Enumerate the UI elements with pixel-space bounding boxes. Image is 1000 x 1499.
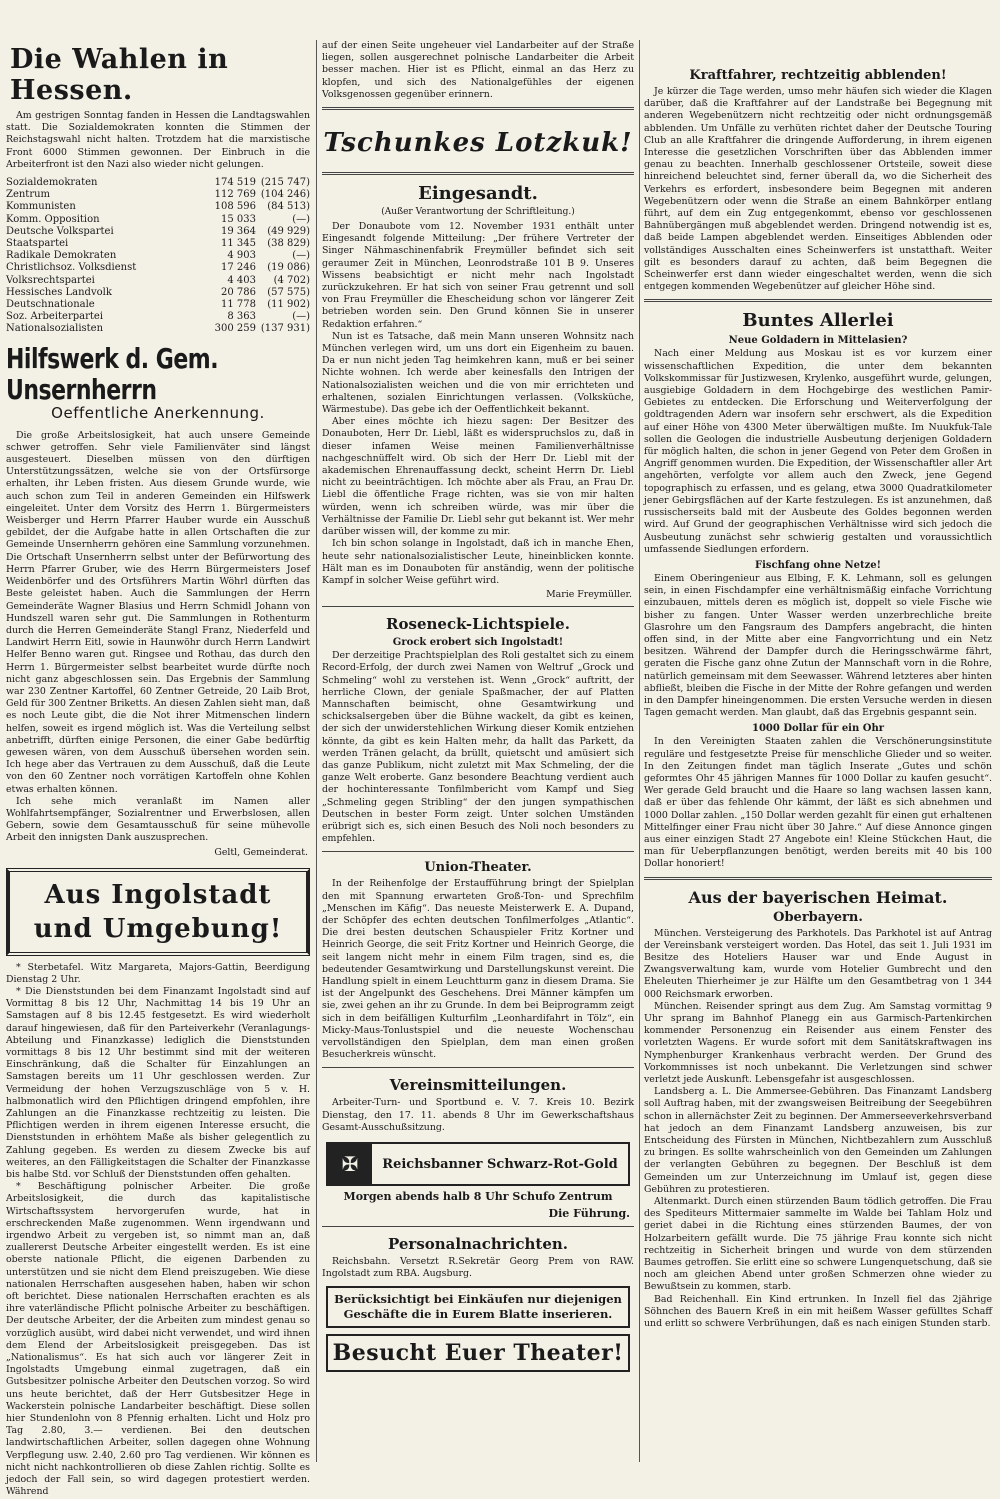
- previous-vote-count: (—): [292, 213, 310, 225]
- banner-script: Tschunkes Lotzkuk!: [323, 128, 633, 159]
- eagle-icon: ✠: [328, 1144, 372, 1184]
- result-row: [6, 323, 310, 335]
- column-right: [644, 40, 992, 1440]
- previous-vote-count: (137 931): [260, 323, 310, 335]
- article-title-kraftfahrer: Kraftfahrer, rechtzeitig abblenden!: [689, 68, 947, 83]
- article-title-wahlen: Die Wahlen in Hessen.: [10, 44, 229, 106]
- party-name: Hessisches Landvolk: [6, 286, 112, 298]
- news-item-sterbetafel: * Sterbetafel. Witz Margareta, Majors-Gattin, Beerdigung Dienstag 2 Uhr.: [6, 961, 310, 985]
- article-title-roseneck: Roseneck-Lichtspiele.: [386, 615, 570, 634]
- vote-count: 11 345: [221, 238, 256, 250]
- hilfswerk-subtitle: Oeffentliche Anerkennung.: [51, 403, 265, 422]
- vote-count: 15 033: [221, 213, 256, 225]
- party-name: Soz. Arbeiterpartei: [6, 311, 104, 323]
- reichsbanner-box: [326, 1142, 630, 1186]
- party-name: Deutschnationale: [6, 299, 95, 311]
- previous-vote-count: (—): [292, 250, 310, 262]
- news-item-landsberg: Landsberg a. L. Die Ammersee-Gebühren. Das Finanzamt Landsberg soll Auftrag haben, mit der zwangsweisen Beitreibung der Seegebühren schon in allernächster Zeit zu beginnen. Der Ammerseeverkehrsverband hat jedoch an dem Finanzamt Landsberg anzuweisen, bis zur Entscheidung des Fürsten in München, Nichtbezahlern zum Ausschluß zu bringen. Es sollte wahrscheinlich von den Gemeinden um Zahlungen der verlangten Gebühren zu begegnen. Der Beschluß ist dem Gemeinden um zur Unterzeichnung im Umlauf ist, gegen diese Gebühren zu protestieren.: [644, 1086, 992, 1195]
- divider: [322, 107, 634, 110]
- column-left: [6, 40, 310, 1498]
- eingesandt-signature: Marie Freymüller.: [546, 589, 632, 601]
- eingesandt-paragraph: Der Donaubote vom 12. November 1931 enthält unter Eingesandt folgende Mitteilung: „Der frühere Vertreter der Singer Nähmaschinenfabrik Freymüller befindet sich seit geraumer Zeit in München, Leonrodstraße 101 B 9. Unseres Wissens beabsichtigt er nicht mehr nach Ingolstadt zurückzukehren. Er hat sich von seiner Frau getrennt und soll von Frau Freymüller die Ehescheidung schon vor längerer Zeit betrieben worden sein. Den Grund können Sie in unserer Redaktion erfahren.“: [322, 221, 634, 330]
- result-row: [6, 226, 310, 238]
- article-title-verein: Vereinsmitteilungen.: [389, 1076, 567, 1095]
- section-title-ingolstadt: Aus Ingolstadt und Umgebung!: [6, 868, 310, 956]
- vote-count: 8 363: [227, 311, 256, 323]
- previous-vote-count: (49 929): [267, 225, 310, 237]
- verein-paragraph: Arbeiter-Turn- und Sportbund e. V. 7. Kreis 10. Bezirk Dienstag, den 17. 11. abends 8 Uhr im Gewerkschaftshaus Gesamt-Ausschußsitzung.: [322, 1097, 634, 1133]
- article-title-dollar: 1000 Dollar für ein Ohr: [752, 723, 884, 735]
- eingesandt-paragraph: Ich bin schon solange in Ingolstadt, daß ich in manche Ehen, heute sehr nationalsozialistischer Leute, hineinblicken konnte. Hält man es im Donauboten für anständig, wenn der politische Kampf in solcher Weise geführt wird.: [322, 538, 634, 586]
- result-row: [6, 287, 310, 299]
- previous-vote-count: (4 702): [273, 274, 310, 286]
- vote-count: 20 786: [221, 286, 256, 298]
- vote-count: 19 364: [221, 225, 256, 237]
- previous-vote-count: (104 246): [260, 189, 310, 201]
- divider: [322, 172, 634, 175]
- goldadern-paragraph: Nach einer Meldung aus Moskau ist es vor kurzem einer wissenschaftlichen Expedition, die unter dem bekannten Volkskommissar für Justizwesen, Krylenko, ausgeführt wurde, gelungen, ausgiebige Goldadern in dem Hochgebirge des westlichen Pamir-Gebietes zu entdecken. Die Erforschung und Weiterverfolgung der goldtragenden Adern war insofern sehr erschwert, als die Expedition auf einer Höhe von 4300 Meter überwältigen mußte. Im Nuukfuk-Tale sollen die Geologen die industrielle Ausbeutung derjenigen Goldadern für möglich halten, die schon in jener Gegend von Peter dem Großen in Angriff genommen wurden. Die Expedition, der Wissenschaftler aller Art angehörten, verfolgte vor allem auch den Zweck, jene Gegend topographisch zu erfassen, und es gelang, etwa 3000 Quadratkilometer jener Gebirgsflächen auf der Karte festzulegen. Es ist anzunehmen, daß russischerseits bald mit der Ausbeute des Goldes begonnen werden wird. Auf Grund der geographischen Verhältnisse wird sich jedoch die Ausbeutung zunächst sehr schwierig gestalten und voraussichtlich umfassende Siedlungen erfordern.: [644, 348, 992, 555]
- section-title-heimat: Aus der bayerischen Heimat.: [688, 887, 948, 907]
- eingesandt-paragraph: Nun ist es Tatsache, daß mein Mann unseren Wohnsitz nach München verlegen wird, um uns dort ein Eigenheim zu bauen. Da er nun nicht jeden Tag heimkehren kann, muß er bei seiner Nichte wohnen. Ich werde aber keinesfalls den Intrigen der Nationalsozialisten weichen und die von mir errichteten und erhaltenen, sozialen Einrichtungen verlassen. (Volksküche, Wärmestube). Das gebe ich der Oeffentlichkeit bekannt.: [322, 330, 634, 416]
- roseneck-subtitle: Grock erobert sich Ingolstadt!: [392, 637, 564, 649]
- region-title-oberbayern: Oberbayern.: [773, 909, 863, 925]
- previous-vote-count: (11 902): [267, 299, 310, 311]
- previous-vote-count: (215 747): [260, 177, 310, 189]
- hilfswerk-paragraph: Die große Arbeitslosigkeit, hat auch unsere Gemeinde schwer getroffen. Sehr viele Familienväter sind längst ausgesteuert. Dieselben müssen von den dürftigen Unterstützungssätzen, welche sie von der Ortsfürsorge erhalten, ihr Leben fristen. Aus diesem Grunde wurde, wie auch schon zum Teil in anderen Gemeinden ein Hilfswerk eingeleitet. Unter dem Vorsitz des Herrn 1. Bürgermeisters Weisberger und Herrn Pfarrer Hauber wurde ein Ausschuß gebildet, der die Aufgabe hatte in allen Ortschaften die zur Gemeinde Unsernherrn gehören eine Sammlung vorzunehmen. Die Ortschaft Unsernherrn selbst unter der Befürwortung des Herrn Pfarrer Gruber, wie des Herrn Bürgermeisters Josef Weidenbörfer und des Ortsführers Martin Wöhrl dürften das Beste geleistet haben. Auch die Sammlungen der Herrn Gemeinderäte Wagner Blasius und Herrn Schmidl Johann von Hundszell waren sehr gut. Die Sammlungen in Rothenturm durch die Herren Gemeinderäte Stangl Franz, Niederfeld und Landwirt Herrn Eitl, sowie in Haunwöhr durch Herrn Landwirt Helfer Benno waren gut. Ringsee und Rothau, das durch den Herrn 1. Bürgermeister selbst bearbeitet wurde dürfte noch nicht ganz abgeschlossen sein. Das Ergebnis der Sammlung war 230 Zentner Kartoffel, 60 Zentner Getreide, 20 Laib Brot, Geld für 300 Zentner Briketts. An diesen Zahlen sieht man, daß es noch Leute gibt, die die Not ihrer Mitmenschen lindern helfen, soweit es irgend möglich ist. Was die Verteilung selbst anbetrifft, dürften einige Personen, die einer Gabe bedürftig gewesen wären, von dem Ausschuß übersehen worden sein. Ich hege aber das Vertrauen zu dem Ausschuß, daß die Leute von den 60 Zentner noch vorrätigen Kartoffeln ohne Kohlen etwas erhalten können.: [6, 429, 310, 795]
- eingesandt-paragraph: Aber eines möchte ich hiezu sagen: Der Besitzer des Donauboten, Herr Dr. Liebl, läßt es widerspruchslos zu, daß in dieser infamen Weise meinen Familienverhältnisse nachgeschnüffelt wird. Ob sich der Herr Dr. Liebl mit der akademischen Ehrenauffassung deckt, scheint Herrn Dr. Liebl nicht zu beeinträchtigen. Ich möchte aber als Frau, an Frau Dr. Liebl die öffentliche Frage richten, was sie von mir halten würden, wenn ich schreiben würde, was mir über die Verhältnisse der Familie Dr. Liebl sehr gut bekannt ist. Wer mehr darüber wissen will, der komme zu mir.: [322, 416, 634, 538]
- result-row: [6, 311, 310, 323]
- party-name: Christlichsoz. Volksdienst: [6, 262, 137, 274]
- article-title-eingesandt: Eingesandt.: [418, 183, 538, 205]
- party-name: Staatspartei: [6, 238, 69, 250]
- vote-count: 4 903: [227, 250, 256, 262]
- divider: [322, 606, 634, 607]
- previous-vote-count: (38 829): [267, 238, 310, 250]
- vote-count: 112 769: [214, 189, 256, 201]
- reichsbanner-label: Reichsbanner Schwarz-Rot-Gold: [382, 1156, 618, 1172]
- news-item-muenchen-zug: München. Reisender springt aus dem Zug. Am Samstag vormittag 9 Uhr sprang im Bahnhof Planegg ein aus Garmisch-Partenkirchen kommender Personenzug ein Reisender aus einem Fenster des vorletzten Wagens. Er wurde sofort mit dem Sanitätskraftwagen ins Nymphenburger Krankenhaus verbracht werden. Der Grund des Vorkommnisses ist noch unbekannt. Die Verletzungen sind schwer verletzt jede Auskunft. Lebensgefahr ist ausgeschlossen.: [644, 1000, 992, 1086]
- article-title-hilfswerk: Hilfswerk d. Gem. Unsernherrn: [6, 343, 219, 407]
- party-name: Volksrechtspartei: [6, 274, 95, 286]
- result-row: [6, 238, 310, 250]
- reichsbanner-notice: Morgen abends halb 8 Uhr Schufo Zentrum: [343, 1190, 613, 1204]
- section-title-buntes: Buntes Allerlei: [742, 310, 894, 332]
- kraftfahrer-paragraph: Je kürzer die Tage werden, umso mehr häufen sich wieder die Klagen darüber, daß die Kraftfahrer auf der Landstraße bei Begegnung mit anderen Wegebenützern nicht rechtzeitig oder nicht ordnungsgemäß abblenden. Um Unfälle zu verhüten richtet daher der Deutsche Touring Club an alle Kraftfahrer die dringende Aufforderung, in ihrem eigenen Interesse die gesetzlichen Vorschriften über das Abblenden immer genau zu beachten. Innerhalb geschlossener Ortsteile, soweit diese hinreichend beleuchtet sind, ferner überall da, wo die Sicherheit des Verkehrs es erfordert, insbesondere beim Begegnen mit anderen Wegebenützern oder wenn die Straße an einem Bahnkörper entlang führt, auf dem ein Zug entgegenkommt, ebenso vor geschlossenen Bahnübergängen muß abgeblendet werden. Dringend notwendig ist es, daß beide Lampen abgeblendet werden. Einseitiges Abblenden oder vollständiges Ausschalten eines Scheinwerfers ist unstatthaft. Weiter gilt es besonders darauf zu achten, daß beim Begegnen die Scheinwerfer erst dann wieder eingeschaltet werden, wenn die sich entgegen kommenden Wegebenützer auf gleicher Höhe sind.: [644, 86, 992, 293]
- ad-box: Berücksichtigt bei Einkäufen nur diejenigen Geschäfte die in Eurem Blatte inserieren.: [326, 1286, 630, 1328]
- ad-box-theater: Besucht Euer Theater!: [326, 1334, 630, 1372]
- previous-vote-count: (57 575): [267, 286, 310, 298]
- vote-count: 17 246: [221, 262, 256, 274]
- party-name: Sozialdemokraten: [6, 177, 98, 189]
- result-row: [6, 189, 310, 201]
- party-name: Komm. Opposition: [6, 213, 100, 225]
- party-name: Deutsche Volkspartei: [6, 225, 114, 237]
- result-row: [6, 262, 310, 274]
- election-results-table: [6, 177, 310, 336]
- eingesandt-note: (Außer Verantwortung der Schriftleitung.): [381, 207, 575, 218]
- column-rule: [639, 40, 640, 1462]
- divider: [644, 877, 992, 880]
- result-row: [6, 177, 310, 189]
- party-name: Radikale Demokraten: [6, 250, 117, 262]
- previous-vote-count: (—): [292, 311, 310, 323]
- party-name: Zentrum: [6, 189, 51, 201]
- vote-count: 300 259: [214, 323, 256, 335]
- reichsbanner-signature: Die Führung.: [548, 1207, 630, 1221]
- news-item-muenchen-parkhotel: München. Versteigerung des Parkhotels. Das Parkhotel ist auf Antrag der Vereinsbank versteigert worden. Das Hotel, das seit 1. Juli 1931 im Besitze des Hoteliers Hauser war und Ende August in Zwangsverwaltung kam, wurde vom Hotelier Gumbrecht und den Eheleuten Thierheimer je zur Hälfte um den Gesamtbetrag von 1 344 000 Reichsmark erworben.: [644, 927, 992, 1000]
- column-rule: [316, 40, 317, 1462]
- fischfang-paragraph: Einem Oberingenieur aus Elbing, F. K. Lehmann, soll es gelungen sein, in einen Fischdampfer eine verhältnismäßig einfache Vorrichtung einzubauen, mittels deren es möglich ist, doppelt so viele Fische wie bisher zu fangen. Unter Wasser werden unzerbrechliche breite Glasrohre um den Fangsraum des Dampfers angebracht, die hinten offen sind, in der Mitte aber eine Fangvorrichtung und ein Netz besitzen. Während der Dampfer durch die Heringsschwärme fährt, geraten die Fische ganz ohne Zutun der Mannschaft vorn in die Rohre, natürlich gemeinsam mit dem Seewasser. Während letzteres aber hinten abfließt, bleiben die Fische in der Mitte der Rohre gefangen und werden in den Dampfer hineingenommen. Die ersten Versuche werden in diesen Tagen gemacht werden. Man glaubt, daß das Ergebnis gespannt sein.: [644, 572, 992, 719]
- vote-count: 4 403: [227, 274, 256, 286]
- divider: [322, 1067, 634, 1068]
- hilfswerk-paragraph: Ich sehe mich veranlaßt im Namen aller Wohlfahrtsempfänger, Sozialrentner und Erwerbslosen, allen Gebern, sowie dem Gesamtausschuß für seine mühevolle Arbeit den innigsten Dank auszusprechen.: [6, 795, 310, 844]
- wahlen-intro: Am gestrigen Sonntag fanden in Hessen die Landtagswahlen statt. Die Sozialdemokraten konnten die Stimmen der Reichstagswahl nicht halten. Trotzdem hat die marxistische Front 6000 Stimmen gewonnen. Der Einbruch in die Arbeiterfront ist den Nazi also wieder nicht gelungen.: [6, 110, 310, 170]
- dollar-paragraph: In den Vereinigten Staaten zahlen die Verschönerungsinstitute reguläre und festgesetzte Preise für menschliche Glieder und so weiter. In den Zeitungen findet man täglich Inserate „Gutes und schön geformtes Ohr 45 jährigen Mannes für 1000 Dollar zu kaufen gesucht“. Wer gerade Geld braucht und die Haare so lang wachsen lassen kann, daß er über das fehlende Ohr kämmt, der läßt es sich abnehmen und 1000 Dollar zahlen. „150 Dollar werden gezahlt für einen gut erhaltenen Mittelfinger einer Frau nicht über 30 Jahre.“ Auf diese Annonce gingen aus einer einzigen Stadt 27 Angebote ein! Kleine Stückchen Haut, die man für Ueberpflanzungen benötigt, werden bereits mit 40 bis 100 Dollar honoriert!: [644, 736, 992, 870]
- news-item-altenmarkt: Altenmarkt. Durch einen stürzenden Baum tödlich getroffen. Die Frau des Spediteurs Mittermaier sammelte im Walde bei Tahlam Holz und geriet dabei in die Richtung eines stürzenden Baumes, der von Holzarbeitern gefällt wurde. Die 75 jährige Frau konnte sich nicht rechtzeitig in Sicherheit bringen und wurde von dem stürzenden Baumes getroffen. Sie erlitt eine so schwere Lungenquetschung, daß sie noch am gleichen Abend unter großen Schmerzen ohne wieder zu Bewußtsein zu kommen, starb.: [644, 1196, 992, 1293]
- divider: [322, 851, 634, 852]
- result-row: [6, 250, 310, 262]
- article-title-union: Union-Theater.: [424, 860, 532, 876]
- result-row: [6, 299, 310, 311]
- divider: [644, 299, 992, 302]
- roseneck-paragraph: Der derzeitige Prachtspielplan des Roli gestaltet sich zu einem Record-Erfolg, der durch zwei Namen von Weltruf „Grock und Schmeling“ wohl zu verstehen ist. Wenn „Grock“ auftritt, der herrliche Clown, der geniale Spaßmacher, der auf Platten Mannschaften beimischt, ohne Gesamtwirkung und schicksalsergeben über die Bühne wackelt, da gibt es keinen, der sich der unwiderstehlichen Wirkung dieser Komik entziehen könnte, da gibt es kein Halten mehr, da hallt das Parkett, da werden Tränen gelacht, da brüllt, quietscht und amüsiert sich das ganze Publikum, nicht zuletzt mit Max Schmeling, der die ganze Welt eroberte. Ganz besondere Beachtung verdient auch der hochinteressante Tonfilmbericht vom Kampf und Sieg „Schmeling gegen Stribling“ der den jungen sympathischen Deutschen in bester Form zeigt. Unter solchen Umständen erübrigt sich es, sich einen Besuch des Noli noch besonders zu empfehlen.: [322, 650, 634, 845]
- vote-count: 11 778: [221, 299, 256, 311]
- column-middle: [322, 40, 634, 1462]
- result-row: [6, 275, 310, 287]
- hilfswerk-signature: Geltl, Gemeinderat.: [214, 846, 308, 858]
- news-item-reichenhall: Bad Reichenhall. Ein Kind ertrunken. In Inzell fiel das 2jährige Söhnchen des Bauern Kreß in ein mit heißem Wasser gefülltes Schaff und erlitt so schwere Verbrühungen, daß es nach einigen Stunden starb.: [644, 1293, 992, 1330]
- result-row: [6, 214, 310, 226]
- result-row: [6, 201, 310, 213]
- party-name: Kommunisten: [6, 201, 76, 213]
- union-paragraph: In der Reihenfolge der Erstaufführung bringt der Spielplan den mit Spannung erwarteten Groß-Ton- und Sprechfilm „Menschen im Käfig“. Das neueste Meisterwerk E. A. Dupand, der Schöpfer des echten deutschen Tonfilmerfolges „Atlantic“. Die drei besten deutschen Schauspieler Fritz Kortner und Heinrich George, die seit Fritz Kortner und Heinrich George, die seit langem nicht mehr in einem Film tragen, sind es, die bedeutender Gesamtwirkung und Darstellungskunst vereint. Die Handlung spielt in einem Leuchtturm ganz in diesem Drama. Sie ist der Angelpunkt des Geschehens. Drei Männer kämpfen um sie, zwei gehen an ihr zu Grunde. In dem bei Beiprogramm zeigt sich in dem beifälligen Kulturfilm „Leonhardifahrt in Tölz“, ein Micky-Maus-Tonlustspiel und die neueste Wochenschau vervollständigen den Spielplan, dem man einen großen Besucherkreis wünscht.: [322, 878, 634, 1061]
- article-title-personal: Personalnachrichten.: [388, 1235, 568, 1254]
- news-item-polnische-arbeiter: * Beschäftigung polnischer Arbeiter. Die große Arbeitslosigkeit, die durch das kapitalistische Wirtschaftssystem hervorgerufen wurde, hat in erschreckenden Maße zugenommen. Wenn irgendwann und irgendwo Arbeit zu vergeben ist, so nimmt man an, daß zuallererst Deutsche Arbeiter eingestellt werden. Es ist eine oberste nationale Pflicht, die eigenen Darbenden zu unterstützen und sie nicht dem Elend preiszugeben. Wie diese nationalen Herrschaften ausgesehen haben, haben wir schon oft berichtet. Diese nationalen Herrschaften erachten es als ihre vaterländische Pflicht polnische Arbeiter zu beschäftigen. Der deutsche Arbeiter, der die Arbeiten zum mindest genau so vorzüglich ausübt, wird dabei nicht verwendet, und wird ihnen dem Elend der Arbeitslosigkeit preisgegeben. Das ist „Nationalismus“. Es hat sich auch vor längerer Zeit in Ingolstadts Umgebung einmal zugetragen, daß ein Gutsbesitzer polnische Arbeiter den Deutschen vorzog. So wird uns heute berichtet, daß der Herr Gutsbesitzer Hege in Wackerstein polnische Landarbeiter beschäftigt. Diese sollen hier Stundenlohn von 8 Pfennig erhalten. Licht und Holz pro Tag 2.80, 3.— verdienen. Bei den deutschen landwirtschaftlichen Arbeiter, sollen dagegen ohne Wohnung Verpflegung usw. 2.40, 2.60 pro Tag verdienen. Wir können es nicht nicht nachkontrollieren ob diese Zahlen richtig. Sollte es jedoch der Fall sein, so wird dagegen protestiert werden. Während: [6, 1181, 310, 1498]
- article-title-goldadern: Neue Goldadern in Mittelasien?: [728, 335, 908, 347]
- news-item-finanzamt: * Die Dienststunden bei dem Finanzamt Ingolstadt sind auf Vormittag 8 bis 12 Uhr, Nachmittag 14 bis 19 Uhr an Samstagen auf 8 bis 12.45 festgesetzt. Es wird wiederholt darauf hingewiesen, daß für den Parteiverkehr (Veranlagungs-Abteilung und Finanzkasse) lediglich die Dienststunden vormittags 8 bis 12 Uhr bestimmt sind mit der weiteren Einschränkung, daß die Schalter für Einzahlungen an Samstagen bereits um 11 Uhr geschlossen werden. Zur Vermeidung der hohen Verzugszuschläge von 5 v. H. halbmonatlich wird den Pflichtigen dringend empfohlen, ihre Zahlungen an die Finanzkasse rechtzeitig zu leisten. Die Pflichtigen werden in ihrem eigenen Interesse ersucht, die Dienststunden in erhöhtem Maße als bisher gelegentlich zu Zahlung gegeben. Es werden zu diesem Zwecke bis auf weiteres, an den Fälligkeitstagen die Schalter der Finanzkasse bis halbe Std. vor Schluß der Dienststunden offen gehalten.: [6, 985, 310, 1181]
- continued-text: auf der einen Seite ungeheuer viel Landarbeiter auf der Straße liegen, sollen ausgerechnet polnische Landarbeiter die Arbeit besser machen. Hier ist es Pflicht, einmal an das Herz zu klopfen, und sich des Nationalgefühles der eigenen Volksgenossen gegenüber erinnern.: [322, 40, 634, 100]
- party-name: Nationalsozialisten: [6, 323, 104, 335]
- previous-vote-count: (84 513): [267, 201, 310, 213]
- vote-count: 108 596: [214, 201, 256, 213]
- personal-paragraph: Reichsbahn. Versetzt R.Sekretär Georg Prem von RAW. Ingolstadt zum RBA. Augsburg.: [322, 1256, 634, 1280]
- previous-vote-count: (19 086): [267, 262, 310, 274]
- vote-count: 174 519: [214, 177, 256, 189]
- divider: [322, 1226, 634, 1227]
- article-title-fischfang: Fischfang ohne Netze!: [754, 559, 882, 571]
